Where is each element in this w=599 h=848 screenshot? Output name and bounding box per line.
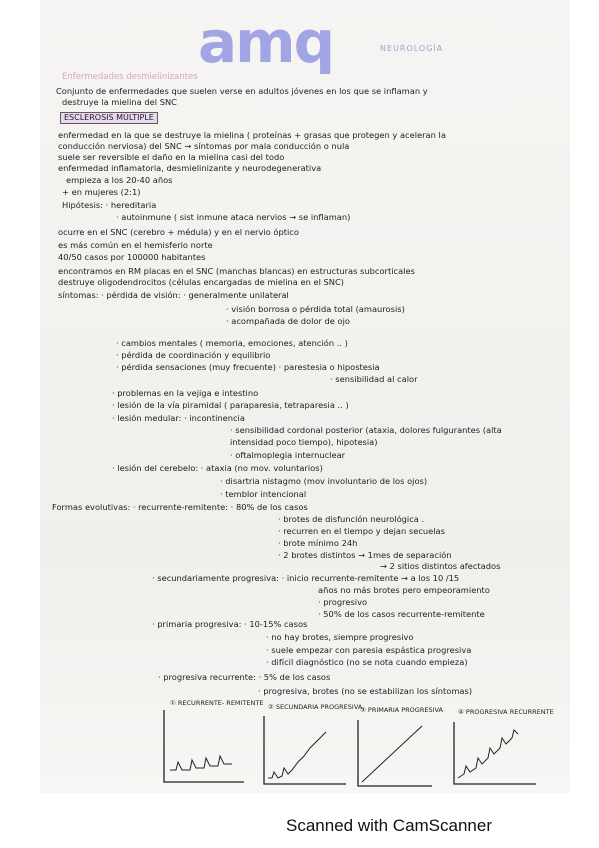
note-line: síntomas: · pérdida de visión: · generalmente unilateral <box>58 290 289 300</box>
graph-progresiva-recurrente <box>452 720 538 786</box>
note-line: · secundariamente progresiva: · inicio recurrente-remitente → a los 10 /15 <box>152 573 460 583</box>
note-line: + en mujeres (2:1) <box>62 187 141 197</box>
graph-recurrente-remitente <box>162 700 246 784</box>
note-line: · cambios mentales ( memoria, emociones, atención .. ) <box>116 338 348 348</box>
note-line: · 50% de los casos recurrente-remitente <box>318 609 485 619</box>
note-line: · autoinmune ( sist inmune ataca nervios → se inflaman) <box>116 212 351 222</box>
note-line: · recurren en el tiempo y dejan secuelas <box>278 526 445 536</box>
note-line: · lesión de la vía piramidal ( paraparesia, tetraparesia .. ) <box>112 400 349 410</box>
graph-label: ④ PROGRESIVA RECURRENTE <box>458 708 554 716</box>
note-line: · progresiva, brotes (no se estabilizan los síntomas) <box>258 686 473 696</box>
note-line: · brotes de disfunción neurológica . <box>278 514 425 524</box>
note-line: · no hay brotes, siempre progresivo <box>266 632 414 642</box>
note-line: · suele empezar con paresia espástica progresiva <box>266 645 472 655</box>
scanner-watermark: Scanned with CamScanner <box>286 816 493 835</box>
note-line: → 2 sitios distintos afectados <box>380 561 501 571</box>
note-line: Hipótesis: · hereditaria <box>62 200 157 210</box>
note-line: enfermedad en la que se destruye la mielina ( proteínas + grasas que protegen y aceleran la <box>58 130 446 140</box>
note-line: enfermedad inflamatoria, desmielinizante y neurodegenerativa <box>58 163 322 173</box>
note-line: · visión borrosa o pérdida total (amaurosis) <box>226 304 405 314</box>
note-line: · pérdida sensaciones (muy frecuente) · parestesia o hipostesia <box>116 362 380 372</box>
note-line: · progresivo <box>318 597 368 607</box>
note-line: · pérdida de coordinación y equilibrio <box>116 350 271 360</box>
note-line: · brote mínimo 24h <box>278 538 358 548</box>
note-line: suele ser reversible el daño en la mielina casi del todo <box>58 152 285 162</box>
graph-label: ③ PRIMARIA PROGRESIVA <box>360 706 443 714</box>
page-title: amq <box>198 8 334 76</box>
note-line: Formas evolutivas: · recurrente-remitente: · 80% de los casos <box>52 502 308 512</box>
note-line: ocurre en el SNC (cerebro + médula) y en el nervio óptico <box>58 227 299 237</box>
note-line: · lesión medular: · incontinencia <box>112 413 245 423</box>
note-line: · oftalmoplegia internuclear <box>230 450 346 460</box>
graph-secundaria-progresiva <box>262 712 348 788</box>
graph-primaria-progresiva <box>356 716 434 788</box>
note-line: intensidad poco tiempo), hipotesia) <box>230 437 378 447</box>
intro-line: destruye la mielina del SNC <box>62 97 177 107</box>
note-line: · acompañada de dolor de ojo <box>226 316 351 326</box>
note-line: · disartria nistagmo (mov involuntario de los ojos) <box>220 476 428 486</box>
page-subtitle: NEUROLOGÍA <box>380 44 444 53</box>
note-line: · sensibilidad al calor <box>330 374 418 384</box>
note-line: · temblor intencional <box>220 489 307 499</box>
note-line: destruye oligodendrocitos (células encargadas de mielina en el SNC) <box>58 277 345 287</box>
note-line: · lesión del cerebelo: · ataxia (no mov. voluntarios) <box>112 463 323 473</box>
note-line: · primaria progresiva: · 10-15% casos <box>152 619 308 629</box>
section-title: Enfermedades desmielinizantes <box>62 72 198 82</box>
page-edge <box>590 0 599 848</box>
note-line: conducción nerviosa) del SNC → síntomas por mala conducción o nula <box>58 141 350 151</box>
intro-line: Conjunto de enfermedades que suelen verse en adultos jóvenes en los que se inflaman y <box>56 86 428 96</box>
note-line: empieza a los 20-40 años <box>66 175 173 185</box>
note-line: años no más brotes pero empeoramiento <box>318 585 490 595</box>
section-heading-box: ESCLEROSIS MÚLTIPLE <box>60 112 158 124</box>
note-line: · sensibilidad cordonal posterior (ataxia, dolores fulgurantes (alta <box>230 425 502 435</box>
note-line: · progresiva recurrente: · 5% de los casos <box>158 672 331 682</box>
note-line: 40/50 casos por 100000 habitantes <box>58 252 206 262</box>
note-line: encontramos en RM placas en el SNC (manchas blancas) en estructuras subcorticales <box>58 266 415 276</box>
note-line: es más común en el hemisferio norte <box>58 240 213 250</box>
note-line: · difícil diagnóstico (no se nota cuando empieza) <box>266 657 468 667</box>
graph-label: ② SECUNDARIA PROGRESIVA <box>268 703 363 711</box>
note-line: · problemas en la vejiga e intestino <box>112 388 259 398</box>
graph-label: ① RECURRENTE- REMITENTE <box>170 699 264 707</box>
note-line: · 2 brotes distintos → 1mes de separación <box>278 550 452 560</box>
